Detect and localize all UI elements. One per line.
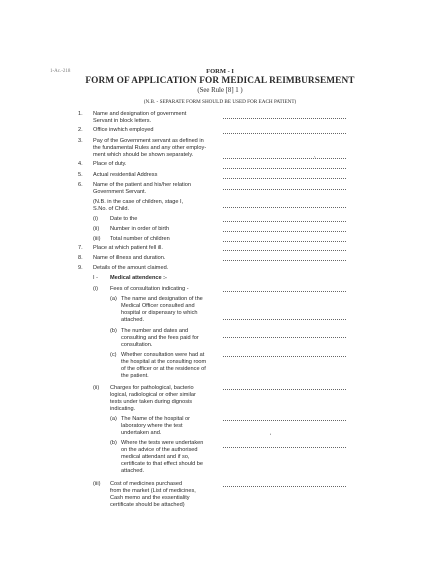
sub-item-number: (iii) (93, 236, 101, 242)
sub-item-text: Cash memo and the essentiality (110, 495, 190, 501)
answer-line[interactable] (223, 420, 346, 421)
sub-item-text: from the market (List of medicines, (110, 488, 196, 494)
item-text: Office inwhich employed (93, 127, 154, 133)
ink-mark: ˎ (314, 152, 316, 158)
sub-item-letter: (a) (110, 416, 117, 422)
item-number: 1. (78, 111, 83, 117)
item-text: Pay of the Government servant as defined in (93, 138, 204, 144)
corner-reference: 1-Ac.-218 (50, 69, 71, 74)
sub-item-text: certificate should be attached) (110, 502, 185, 508)
item-text: Government Servant. (93, 189, 147, 195)
sub-item-text: Medical Officer consulted and (121, 303, 195, 309)
sub-item-text: attached. (121, 468, 145, 474)
item-note: S.No. of Child. (93, 206, 130, 212)
sub-item-text: undertaken and. (121, 430, 162, 436)
answer-line[interactable] (223, 389, 346, 390)
sub-item-text: on the advice of the authorised (121, 447, 198, 453)
item-number: 7. (78, 245, 83, 251)
sub-item-text: The name and designation of the (121, 296, 203, 302)
item-text: Name and designation of government (93, 111, 187, 117)
item-text: ment which should be shown separately. (93, 152, 194, 158)
sub-item-text: tests under taken during dignosis (110, 399, 193, 405)
answer-line[interactable] (223, 337, 346, 338)
sub-item-text: The number and dates and (121, 328, 189, 334)
item-number: 2. (78, 127, 83, 133)
item-text: Name of illness and duration. (93, 255, 166, 261)
sub-item-text: attached. (121, 317, 145, 323)
item-number: 4. (78, 161, 83, 167)
sub-item-text: Fees of consultation indicating - (110, 286, 189, 292)
answer-line[interactable] (223, 221, 346, 222)
sub-item-text: consultation. (121, 342, 153, 348)
sub-item-text: medical attendant and if so, (121, 454, 190, 460)
item-number: 8. (78, 255, 83, 261)
answer-line[interactable] (223, 486, 346, 487)
section-number: I - (93, 275, 98, 281)
sub-item-text: of the officer or at the residence of (121, 366, 206, 372)
item-text: Details of the amount claimed. (93, 265, 169, 271)
item-text: the fundamental Rules and any other employ- (93, 145, 207, 151)
sub-item-text: Date to the (110, 216, 138, 222)
sub-item-letter: (a) (110, 296, 117, 302)
sub-item-letter: (b) (110, 440, 117, 446)
sub-item-text: Whether consultation were had at (121, 352, 205, 358)
item-note: (N.B. in the case of children, stage I, (93, 199, 184, 205)
sub-item-text: Charges for pathological, bacterio (110, 385, 194, 391)
sub-item-number: (i) (93, 216, 98, 222)
answer-line[interactable] (223, 447, 346, 448)
item-text: Servant in block letters. (93, 118, 152, 124)
answer-line[interactable] (223, 168, 346, 169)
sub-item-text: Where the tests were undertaken (121, 440, 204, 446)
sub-item-number: (i) (93, 286, 98, 292)
sub-item-text: hospital or dispensary to which (121, 310, 198, 316)
form-number: FORM - I (206, 68, 234, 75)
sub-item-text: Number in order of birth (110, 226, 170, 232)
item-number: 5. (78, 172, 83, 178)
sub-item-text: Total number of children (110, 236, 170, 242)
sub-item-number: (ii) (93, 226, 100, 232)
answer-line[interactable] (223, 118, 346, 119)
answer-line[interactable] (223, 319, 346, 320)
rule-reference: (See Rule [8] 1 ) (197, 87, 243, 94)
sub-item-number: (ii) (93, 385, 100, 391)
item-number: 3. (78, 138, 83, 144)
sub-item-text: the patient. (121, 373, 149, 379)
answer-line[interactable] (223, 231, 346, 232)
answer-line[interactable] (223, 189, 346, 190)
answer-line[interactable] (223, 207, 346, 208)
sub-item-letter: (c) (110, 352, 117, 358)
answer-line[interactable] (223, 241, 346, 242)
answer-line[interactable] (223, 291, 346, 292)
answer-line[interactable] (223, 250, 346, 251)
sub-item-text: logical, radiological or other similar (110, 392, 196, 398)
form-note: (N.B. - SEPARATE FORM SHOULD BE USED FOR EACH PATIENT) (143, 99, 297, 105)
ink-mark: ʹ (270, 434, 272, 440)
sub-item-text: laboratory where the test (121, 423, 183, 429)
sub-item-letter: (b) (110, 328, 117, 334)
item-text: Actual residential Address (93, 172, 158, 178)
sub-item-text: The Name of the hospital or (121, 416, 191, 422)
answer-line[interactable] (223, 356, 346, 357)
sub-item-text: indicating. (110, 406, 136, 412)
form-title: FORM OF APPLICATION FOR MEDICAL REIMBURSEMENT (85, 76, 355, 86)
item-number: 6. (78, 182, 83, 188)
sub-item-number: (iii) (93, 481, 101, 487)
answer-line[interactable] (223, 133, 346, 134)
item-number: 9. (78, 265, 83, 271)
sub-item-text: Cost of medicines purchased (110, 481, 183, 487)
sub-item-text: the hospital at the consulting room (121, 359, 207, 365)
sub-item-text: consulting and the fees paid for (121, 335, 199, 341)
answer-line[interactable] (223, 260, 346, 261)
item-text: Place at which patient fell ill. (93, 245, 163, 251)
section-heading: Medical attendence :- (110, 275, 167, 281)
item-text: Place of duty. (93, 161, 127, 167)
item-text: Name of the patient and his/her relation (93, 182, 191, 188)
answer-line[interactable] (223, 158, 346, 159)
sub-item-text: certificate to that effect should be (121, 461, 203, 467)
answer-line[interactable] (223, 178, 346, 179)
